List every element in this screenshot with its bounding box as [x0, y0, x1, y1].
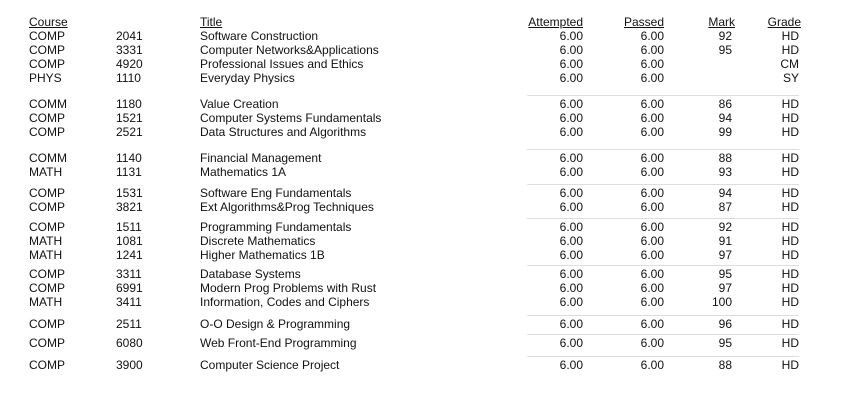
cell-passed: 6.00: [640, 165, 664, 179]
cell-grade: HD: [781, 295, 799, 309]
cell-number: 1110: [116, 71, 141, 85]
cell-passed: 6.00: [640, 220, 664, 234]
cell-number: 1531: [116, 186, 143, 200]
cell-attempted: 6.00: [559, 165, 583, 179]
cell-title: Information, Codes and Ciphers: [200, 295, 370, 309]
cell-passed: 6.00: [640, 151, 664, 165]
table-row: [0, 186, 842, 200]
cell-passed: 6.00: [640, 295, 664, 309]
table-row: [0, 125, 842, 139]
cell-grade: HD: [781, 248, 799, 262]
table-row: [0, 200, 842, 214]
group-divider: [527, 356, 799, 357]
cell-number: 2521: [116, 125, 143, 139]
cell-subject: COMP: [29, 43, 65, 57]
cell-attempted: 6.00: [559, 200, 583, 214]
table-header: [0, 15, 842, 29]
cell-mark: 96: [718, 317, 732, 331]
table-row: [0, 71, 842, 85]
cell-title: Data Structures and Algorithms: [200, 125, 367, 139]
cell-number: 3411: [116, 295, 142, 309]
cell-subject: COMP: [29, 125, 65, 139]
cell-subject: COMP: [29, 57, 65, 71]
table-row: [0, 267, 842, 281]
cell-grade: HD: [781, 317, 799, 331]
cell-mark: 93: [718, 165, 732, 179]
header-course: Course: [29, 15, 68, 29]
cell-grade: HD: [781, 200, 799, 214]
cell-subject: COMP: [29, 267, 65, 281]
cell-grade: HD: [781, 165, 799, 179]
cell-subject: COMP: [29, 29, 65, 43]
cell-grade: HD: [781, 151, 799, 165]
cell-grade: HD: [781, 220, 799, 234]
cell-number: 1081: [116, 234, 143, 248]
cell-attempted: 6.00: [559, 71, 583, 85]
cell-title: Discrete Mathematics: [200, 234, 316, 248]
table-row: [0, 43, 842, 57]
cell-subject: MATH: [29, 248, 63, 262]
cell-mark: 94: [718, 111, 732, 125]
cell-subject: COMP: [29, 111, 65, 125]
cell-passed: 6.00: [640, 125, 664, 139]
cell-grade: HD: [781, 111, 799, 125]
cell-attempted: 6.00: [559, 336, 583, 350]
cell-grade: HD: [781, 97, 799, 111]
cell-number: 1241: [116, 248, 143, 262]
cell-subject: MATH: [29, 295, 63, 309]
cell-passed: 6.00: [640, 29, 664, 43]
cell-subject: PHYS: [29, 71, 62, 85]
cell-grade: HD: [781, 43, 799, 57]
cell-grade: HD: [781, 29, 799, 43]
cell-subject: COMM: [29, 151, 67, 165]
cell-title: Software Eng Fundamentals: [200, 186, 352, 200]
cell-title: Computer Networks&Applications: [200, 43, 379, 57]
cell-grade: HD: [781, 125, 799, 139]
cell-number: 3821: [116, 200, 143, 214]
cell-mark: 91: [718, 234, 732, 248]
cell-mark: 88: [718, 151, 732, 165]
cell-number: 1180: [116, 97, 142, 111]
cell-passed: 6.00: [640, 248, 664, 262]
cell-mark: 99: [718, 125, 732, 139]
group-divider: [527, 315, 799, 316]
cell-attempted: 6.00: [559, 125, 583, 139]
cell-number: 2041: [116, 29, 143, 43]
cell-subject: COMP: [29, 317, 65, 331]
cell-passed: 6.00: [640, 43, 664, 57]
cell-passed: 6.00: [640, 186, 664, 200]
cell-attempted: 6.00: [559, 111, 583, 125]
cell-passed: 6.00: [640, 317, 664, 331]
cell-mark: 87: [718, 200, 732, 214]
cell-title: Professional Issues and Ethics: [200, 57, 364, 71]
table-row: [0, 295, 842, 309]
cell-attempted: 6.00: [559, 43, 583, 57]
cell-mark: 92: [718, 220, 732, 234]
cell-subject: COMM: [29, 97, 67, 111]
cell-number: 3331: [116, 43, 143, 57]
cell-passed: 6.00: [640, 358, 664, 372]
group-divider: [527, 149, 799, 150]
cell-subject: COMP: [29, 200, 65, 214]
cell-grade: HD: [781, 234, 799, 248]
cell-title: Ext Algorithms&Prog Techniques: [200, 200, 374, 214]
cell-title: Computer Systems Fundamentals: [200, 111, 382, 125]
cell-passed: 6.00: [640, 57, 664, 71]
cell-subject: COMP: [29, 281, 65, 295]
cell-grade: CM: [780, 57, 799, 71]
cell-attempted: 6.00: [559, 358, 583, 372]
cell-mark: 88: [718, 358, 732, 372]
header-attempted: Attempted: [528, 15, 583, 29]
table-row: [0, 97, 842, 111]
table-row: [0, 111, 842, 125]
cell-title: Programming Fundamentals: [200, 220, 352, 234]
table-row: [0, 336, 842, 350]
cell-attempted: 6.00: [559, 248, 583, 262]
cell-number: 1511: [116, 220, 142, 234]
cell-title: Modern Prog Problems with Rust: [200, 281, 377, 295]
table-row: [0, 234, 842, 248]
table-row: [0, 29, 842, 43]
table-row: [0, 57, 842, 71]
cell-number: 3311: [116, 267, 142, 281]
cell-title: Database Systems: [200, 267, 301, 281]
cell-passed: 6.00: [640, 111, 664, 125]
cell-mark: 95: [718, 43, 732, 57]
cell-number: 3900: [116, 358, 143, 372]
cell-attempted: 6.00: [559, 29, 583, 43]
cell-mark: 97: [718, 281, 732, 295]
cell-attempted: 6.00: [559, 57, 583, 71]
cell-subject: MATH: [29, 234, 63, 248]
cell-title: Software Construction: [200, 29, 319, 43]
cell-title: Computer Science Project: [200, 358, 340, 372]
header-grade: Grade: [767, 15, 801, 29]
cell-mark: 95: [718, 336, 732, 350]
cell-attempted: 6.00: [559, 281, 583, 295]
cell-number: 4920: [116, 57, 143, 71]
group-divider: [527, 334, 799, 335]
cell-number: 6080: [116, 336, 143, 350]
cell-subject: COMP: [29, 220, 65, 234]
cell-attempted: 6.00: [559, 97, 583, 111]
cell-title: Web Front-End Programming: [200, 336, 357, 350]
cell-number: 1131: [116, 165, 142, 179]
cell-passed: 6.00: [640, 200, 664, 214]
cell-mark: 92: [718, 29, 732, 43]
group-divider: [527, 95, 799, 96]
cell-passed: 6.00: [640, 97, 664, 111]
cell-grade: SY: [782, 71, 799, 85]
cell-title: Financial Management: [200, 151, 322, 165]
cell-number: 1140: [116, 151, 142, 165]
cell-title: Everyday Physics: [200, 71, 295, 85]
group-divider: [527, 265, 799, 266]
cell-subject: MATH: [29, 165, 63, 179]
cell-grade: HD: [781, 358, 799, 372]
cell-subject: COMP: [29, 186, 65, 200]
table-row: [0, 165, 842, 179]
cell-mark: 95: [718, 267, 732, 281]
cell-number: 1521: [116, 111, 143, 125]
header-mark: Mark: [708, 15, 735, 29]
group-divider: [527, 184, 799, 185]
cell-attempted: 6.00: [559, 220, 583, 234]
cell-title: Value Creation: [200, 97, 279, 111]
cell-grade: HD: [781, 267, 799, 281]
cell-passed: 6.00: [640, 234, 664, 248]
cell-passed: 6.00: [640, 71, 664, 85]
table-row: [0, 151, 842, 165]
cell-subject: COMP: [29, 336, 65, 350]
table-row: [0, 220, 842, 234]
cell-mark: 94: [718, 186, 732, 200]
cell-title: Higher Mathematics 1B: [200, 248, 325, 262]
cell-passed: 6.00: [640, 281, 664, 295]
cell-number: 2511: [116, 317, 142, 331]
group-divider: [527, 218, 799, 219]
cell-number: 6991: [116, 281, 143, 295]
cell-mark: 100: [711, 295, 732, 309]
cell-attempted: 6.00: [559, 186, 583, 200]
table-row: [0, 281, 842, 295]
cell-mark: 97: [718, 248, 732, 262]
cell-attempted: 6.00: [559, 234, 583, 248]
header-passed: Passed: [623, 15, 664, 29]
cell-passed: 6.00: [640, 336, 664, 350]
cell-grade: HD: [781, 281, 799, 295]
cell-title: Mathematics 1A: [200, 165, 287, 179]
cell-subject: COMP: [29, 358, 65, 372]
table-row: [0, 358, 842, 372]
cell-passed: 6.00: [640, 267, 664, 281]
cell-attempted: 6.00: [559, 317, 583, 331]
cell-attempted: 6.00: [559, 151, 583, 165]
cell-attempted: 6.00: [559, 295, 583, 309]
cell-grade: HD: [781, 336, 799, 350]
cell-grade: HD: [781, 186, 799, 200]
cell-mark: 86: [718, 97, 732, 111]
cell-title: O-O Design & Programming: [200, 317, 351, 331]
table-row: [0, 248, 842, 262]
cell-attempted: 6.00: [559, 267, 583, 281]
table-row: [0, 317, 842, 331]
header-title: Title: [200, 15, 223, 29]
